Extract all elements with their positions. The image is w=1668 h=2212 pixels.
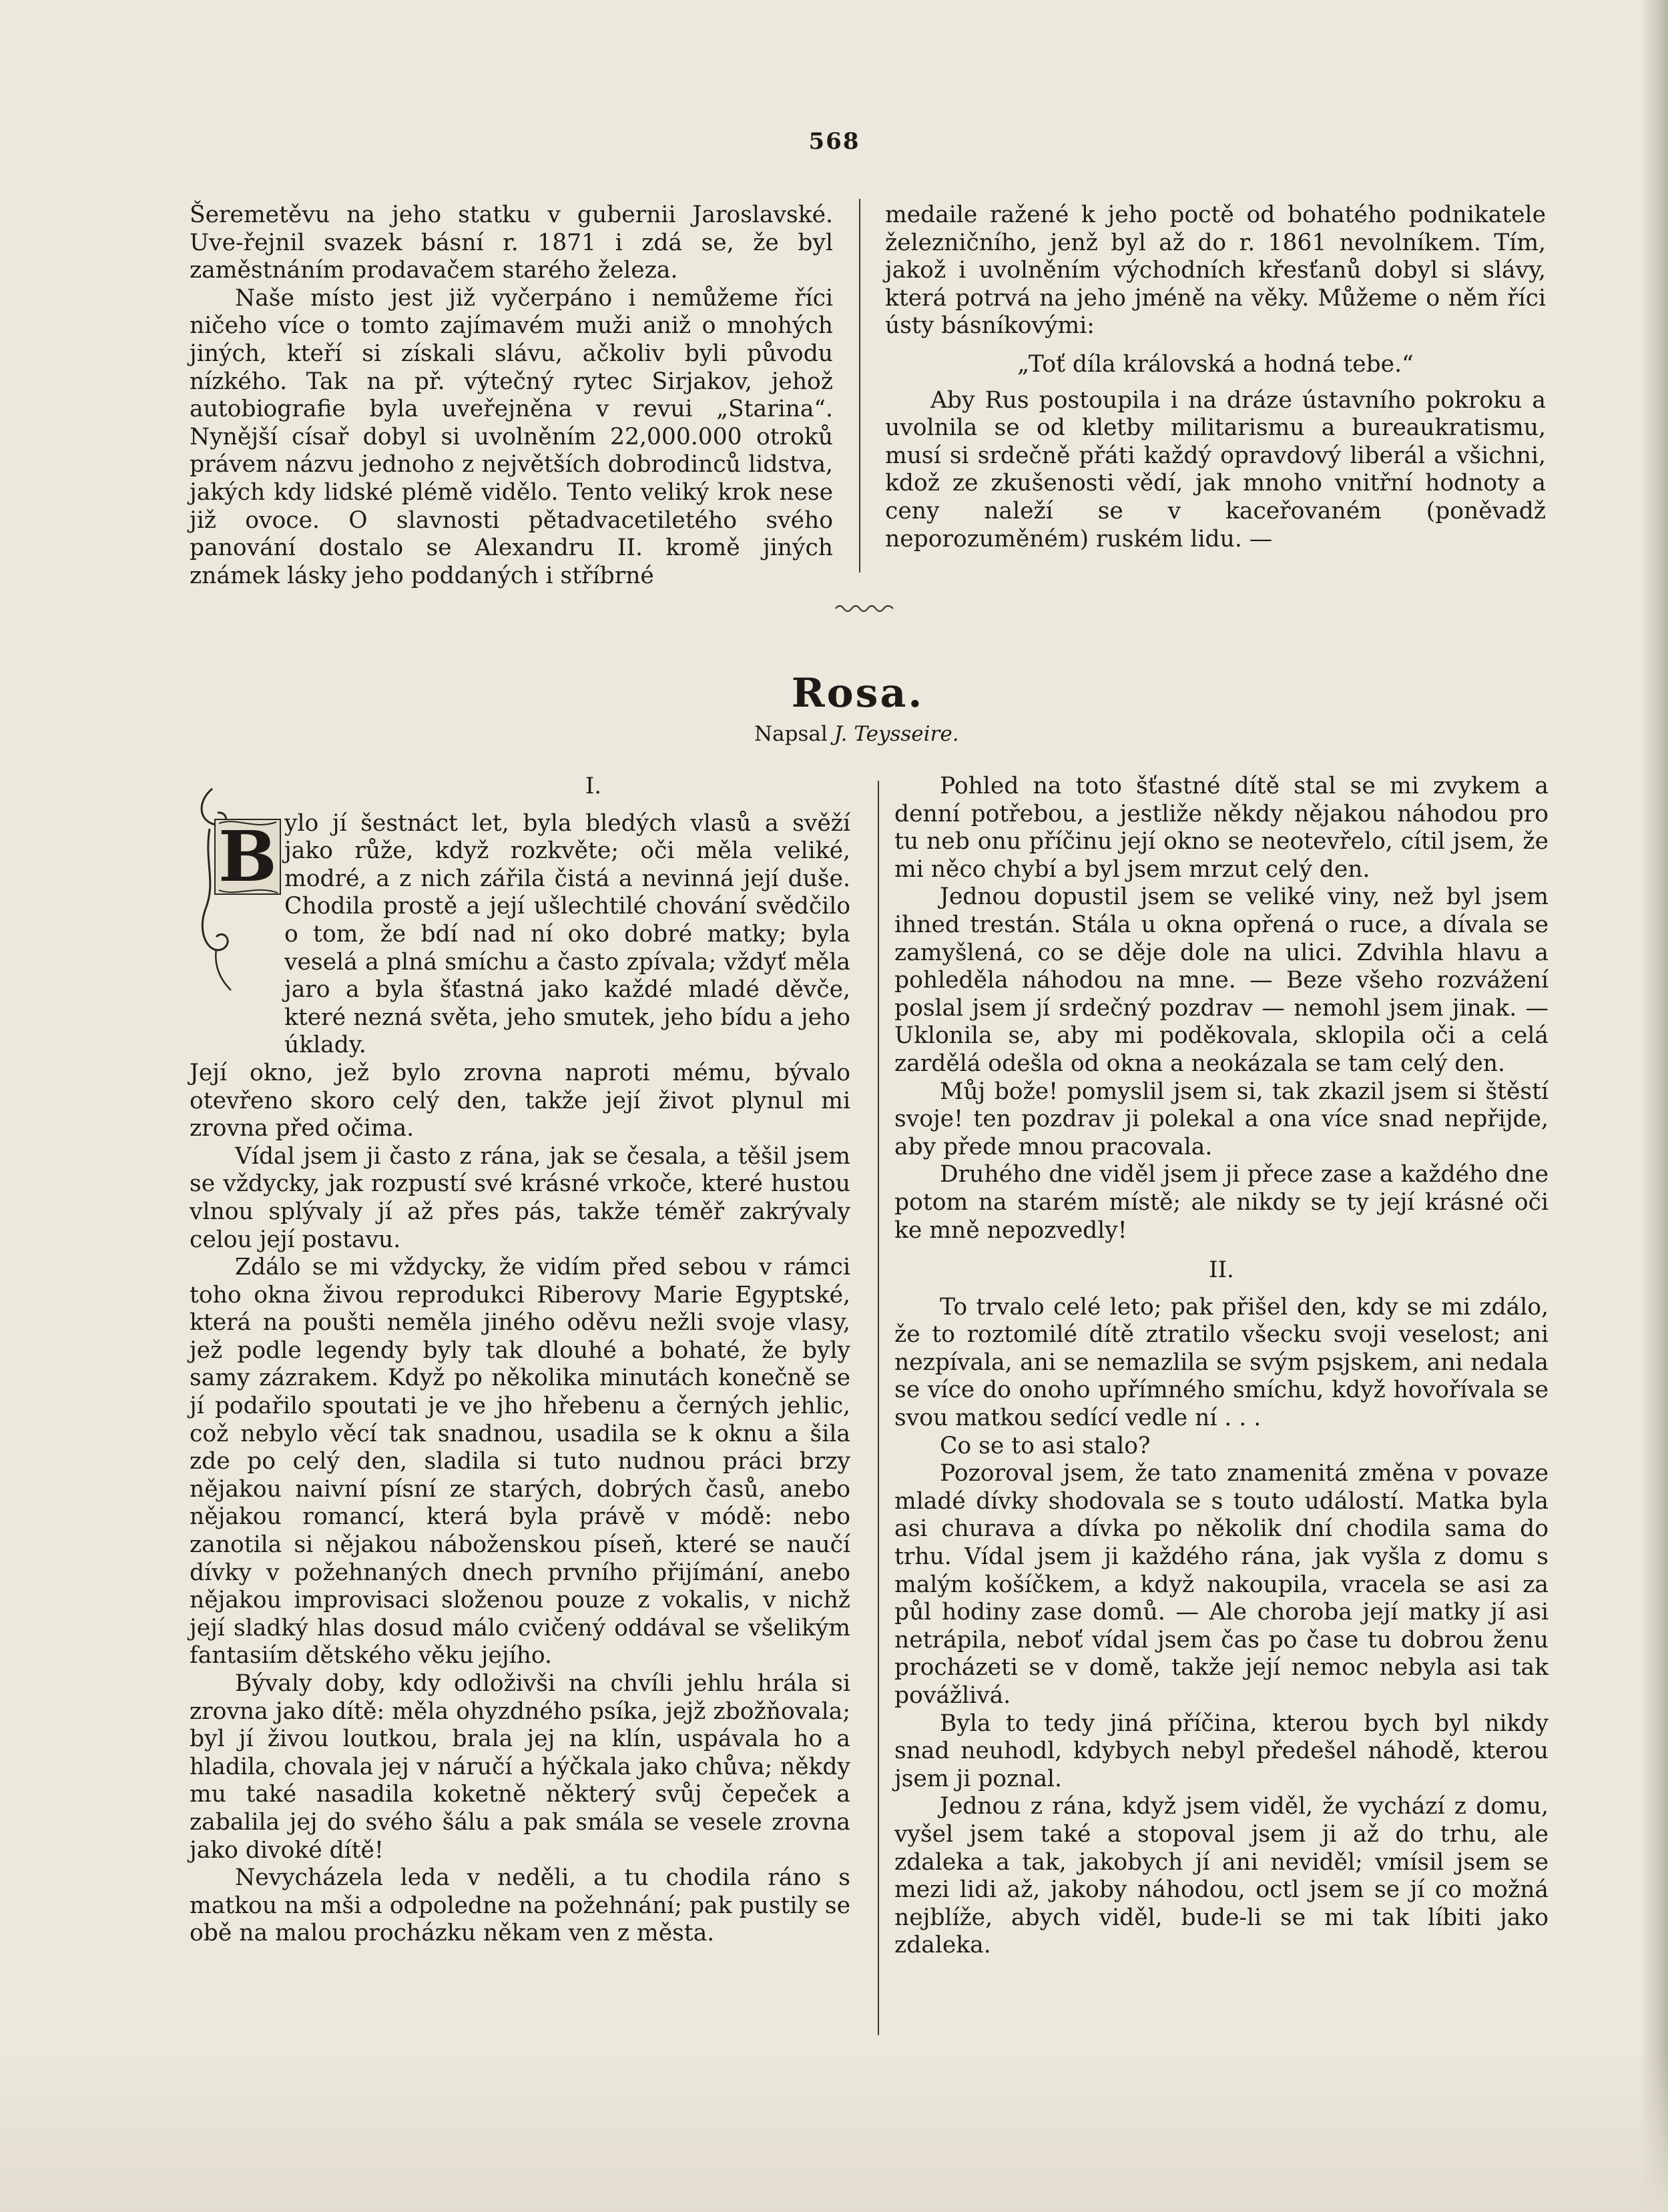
paragraph: To trvalo celé leto; pak přišel den, kdy se mi zdálo, že to roztomilé dítě ztratilo všecku svoji veselost; ani nezpívala, ani se nemazlila se svým psjskem, ani nedala se více do onoho upřímného smíchu, když hovořívala se svou matkou sedící vedle ní . . . [894,1293,1549,1432]
paragraph: Naše místo jest již vyčerpáno i nemůžeme říci ničeho více o tomto zajímavém muži aniž o mnohých jiných, kteří si získali slávu, ačkoliv byli původu nízkého. Tak na př. výtečný rytec Sirjakov, jehož autobiografie byla uveřejněna v revui „Starina“. Nynější císař dobyl si uvolněním 22,000.000 otroků právem názvu jednoho z největších dobrodinců lidstva, jakých kdy lidské plémě vidělo. Tento veliký krok nese již ovoce. O slavnosti pětadvacetiletého svého panování dostalo se Alexandru II. kromě jiných známek lásky jeho poddaných i stříbrné [190,284,833,589]
paragraph: Můj bože! pomyslil jsem si, tak zkazil jsem si štěstí svoje! ten pozdrav ji polekal a ona více snad nepřijde, aby přede mnou pracovala. [894,1078,1549,1160]
paragraph: Šeremetěvu na jeho statku v gubernii Jaroslavské. Uve-řejnil svazek básní r. 1871 i zdá se, že byl zaměstnáním prodavačem starého železa. [190,202,833,284]
paragraph: Bývaly doby, kdy odloživši na chvíli jehlu hrála si zrovna jako dítě: měla ohyzdného psíka, jejž zbožňovala; byl jí živou loutkou, brala jej na klín, uspávala ho a hladila, chovala jej v náručí a hýčkala jako chůva; někdy mu také nasadila koketně některý svůj čepeček a zabalila jej do svého šálu a pak smála se vesele zrovna jako divoké dítě! [190,1670,850,1864]
paragraph: Vídal jsem ji často z rána, jak se česala, a těšil jsem se vždycky, jak rozpustí své krásné vrkoče, které hustou vlnou splývaly jí až přes pás, takže téměř zakrývaly celou její postavu. [190,1142,850,1253]
article-end-left-column [190,202,833,590]
paragraph: Jednou z rána, když jsem viděl, že vychází z domu, vyšel jsem také a stopoval jsem ji až do trhu, ale zdaleka a tak, jakobych jí ani neviděl; vmísil jsem se mezi lidi až, jakoby náhodou, octl jsem se jí co možná nejblíže, abych viděl, bude-li se mi tak líbiti jako zdaleka. [894,1793,1549,1959]
section-number: II. [1209,1256,1234,1284]
ornament-separator-icon [834,601,894,614]
byline-author: J. Teysseire. [834,722,959,746]
paragraph: Pohled na toto šťastné dítě stal se mi zvykem a denní potřebou, a jestliže někdy nějakou náhodou pro tu neb onu příčinu její okno se neotevřelo, cítil jsem, že mi něco chybí a byl jsem mrzut celý den. [894,773,1549,883]
paragraph: Nevycházela leda v neděli, a tu chodila ráno s matkou na mši a odpoledne na požehnání; pak pustily se obě na malou procházku někam ven z města. [190,1864,850,1947]
page-number: 568 [808,128,860,155]
drop-cap-letter: B [218,815,277,897]
paragraph: Co se to asi stalo? [940,1432,1151,1459]
page-bottom-margin [0,2045,1668,2212]
paragraph: Aby Rus postoupila i na dráze ústavního pokroku a uvolnila se od kletby militarismu a bureaukratismu, musí si srdečně přáti každý opravdový liberál a všichni, kdož ze zkušenosti vědí, jak mnoho vnitřní hodnoty a ceny naleží se v kaceřovaném (poněvadž neporozuměném) ruském lidu. — [885,386,1546,552]
paragraph: ylo jí šestnáct let, byla bledých vlasů a svěží jako růže, když rozkvěte; oči měla veliké, modré, a z nich zářila čistá a nevinná její duše. Chodila prostě a její ušlechtilé chování svědčilo o tom, že bdí nad ní oko dobré matky; byla veselá a plná smíchu a často zpívala; vždyť měla jaro a byla šťastná jako každé mladé děvče, které nezná světa, jeho smutek, jeho bídu a jeho úklady. [284,809,850,1059]
poem-quote: „Toť díla královská a hodná tebe.“ [1017,350,1414,378]
article-end-right-column [885,202,1546,553]
page-spine-shadow [1641,0,1668,2212]
column-divider-top [859,199,860,573]
byline-prefix: Napsal [754,722,828,746]
story-title: Rosa. [791,670,924,717]
paragraph: Byla to tedy jiná příčina, kterou bych byl nikdy snad neuhodl, kdybych nebyl předešel náhodě, kterou jsem ji poznal. [894,1710,1549,1792]
story-byline [754,722,1021,746]
section-number: I. [585,773,602,799]
paragraph: medaile ražené k jeho poctě od bohatého podnikatele železničního, jenž byl až do r. 1861 nevolníkem. Tím, jakož i uvolněním východních křesťanů dobyl si slávy, která potrvá na jeho jméně na věky. Můžeme o něm říci ústy básníkovými: [885,202,1546,340]
paragraph: Jednou dopustil jsem se veliké viny, než byl jsem ihned trestán. Stála u okna opřená o ruce, a dívala se zamyšlená, co se děje dole na ulici. Zdvihla hlavu a pohleděla náhodou na mne. — Beze všeho rozvážení poslal jsem jí srdečný pozdrav — nemohl jsem jinak. — Uklonila se, aby mi poděkovala, sklopila oči a celá zardělá odešla od okna a neokázala se tam celý den. [894,883,1549,1077]
paragraph: Pozoroval jsem, že tato znamenitá změna v povaze mladé dívky shodovala se s touto událostí. Matka byla asi churava a dívka po několik dní chodila sama do trhu. Vídal jsem ji každého rána, jak vyšla z domu s malým košíčkem, a když nakoupila, vracela se asi za půl hodiny zase domů. — Ale choroba její matky jí asi netrápila, neboť vídal jsem čas po čase tu dobrou ženu procházeti se v domě, takže její nemoc nebyla asi tak povážlivá. [894,1460,1549,1709]
paragraph: Druhého dne viděl jsem ji přece zase a každého dne potom na starém místě; ale nikdy se ty její krásné oči ke mně nepozvedly! [894,1161,1549,1244]
story-right-column [894,773,1549,1960]
paragraph: Zdálo se mi vždycky, že vidím před sebou v rámci toho okna živou reprodukci Riberovy Marie Egyptské, která na poušti neměla jiného oděvu nežli svoje vlasy, jež podle legendy byly tak dlouhé a bohaté, že byly samy zázrakem. Když po několika minutách konečně se jí podařilo spoutati je ve jho hřebenu a černých jehlic, což nebylo věcí tak snadnou, usadila se k oknu a šila zde po celý den, sladila si tuto nudnou práci brzy nějakou naivní písní ze starých, dobrých časů, anebo nějakou romancí, která byla právě v módě: nebo zanotila si nějakou náboženskou píseň, které se naučí dívky v požehnaných dnech prvního přijímání, anebo nějakou improvisaci složenou pouze z vokalis, v nichž její sladký hlas dosud málo cvičený oddával se všelikým fantasiím dětského věku jejího. [190,1254,850,1670]
column-divider-bottom [878,781,879,2035]
paragraph: Její okno, jež bylo zrovna naproti mému, bývalo otevřeno skoro celý den, takže její život plynul mi zrovna před očima. [190,1059,850,1142]
story-left-column [190,773,850,1948]
